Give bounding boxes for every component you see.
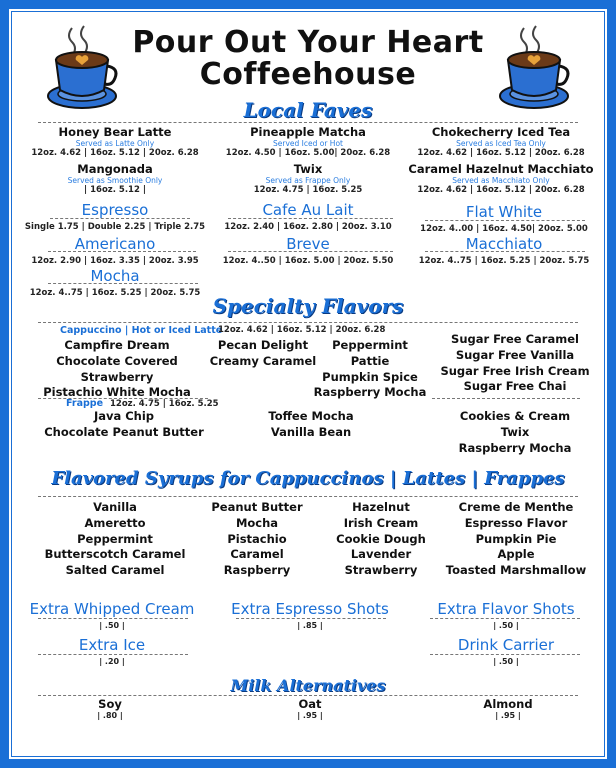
flavor-item: Cookies & Cream — [459, 409, 571, 423]
syrup-col-3 — [326, 500, 436, 579]
item-prices: 12oz. 4.62 | 16oz. 5.12 | 20oz. 6.28 — [31, 148, 199, 158]
menu-item — [20, 235, 210, 266]
flavor-item: Twix — [500, 424, 530, 439]
item-note: Served as Latte Only — [75, 139, 155, 148]
extra-name: Extra Ice — [78, 636, 146, 654]
extra-name: Drink Carrier — [457, 636, 555, 654]
divider — [38, 654, 188, 655]
flavor-item: Chocolate Covered Strawberry — [56, 353, 178, 384]
item-name: Cafe Au Lait — [262, 201, 354, 219]
flavor-item: Raspberry Mocha — [458, 440, 572, 455]
item-prices: 12oz. 4..50 | 16oz. 5.00 | 20oz. 5.50 — [222, 256, 394, 266]
section-specialty-flavors: Specialty Flavors — [212, 294, 404, 318]
specialty-col-3 — [312, 338, 428, 401]
extra-price: | .50 | — [493, 657, 519, 666]
flavor-item: Raspberry Mocha — [313, 385, 427, 400]
title-line-1: Pour Out Your Heart — [132, 25, 484, 60]
syrup-item: Mocha — [235, 515, 279, 530]
item-name: Macchiato — [465, 235, 543, 253]
divider — [38, 122, 578, 123]
flavor-item: Toffee Mocha — [268, 409, 354, 423]
menu-item — [210, 125, 406, 158]
item-prices: 12oz. 4..75 | 16oz. 5.25 | 20oz. 5.75 — [418, 256, 590, 266]
extra-item — [20, 636, 204, 666]
frappe-col-1 — [24, 409, 224, 441]
frappe-col-3 — [430, 409, 600, 456]
divider — [430, 654, 580, 655]
extra-price: | .50 | — [493, 621, 519, 630]
menu-item — [20, 201, 210, 232]
item-name: Caramel Hazelnut Macchiato — [408, 162, 594, 176]
syrup-item: Cookie Dough — [336, 531, 426, 546]
item-prices: | 16oz. 5.12 | — [84, 185, 146, 195]
milk-price: | .95 | — [495, 711, 521, 720]
milk-item — [230, 697, 390, 720]
syrup-item: Peanut Butter — [211, 500, 303, 514]
syrup-item: Creme de Menthe — [458, 500, 574, 514]
item-name: Pineapple Matcha — [250, 125, 366, 139]
menu-item — [406, 235, 602, 266]
item-name: Espresso — [81, 201, 149, 219]
item-prices: 12oz. 4.62 | 16oz. 5.12 | 20oz. 6.28 — [417, 185, 585, 195]
syrup-item: Pistachio — [227, 531, 287, 546]
item-prices: 12oz. 4..00 | 16oz. 4.50| 20oz. 5.00 — [420, 224, 588, 234]
extra-name: Extra Espresso Shots — [231, 600, 389, 618]
milk-name: Oat — [298, 697, 322, 711]
divider — [236, 618, 386, 619]
cappuccino-prices: 12oz. 4.62 | 16oz. 5.12 | 20oz. 6.28 — [218, 325, 386, 335]
menu-item — [406, 162, 596, 195]
frappe-col-2 — [236, 409, 386, 441]
flavor-item: Pecan Delight — [217, 338, 309, 352]
item-prices: 12oz. 4.75 | 16oz. 5.25 — [253, 185, 363, 195]
specialty-col-2 — [208, 338, 318, 370]
menu-item — [210, 201, 406, 232]
flavor-item: Sugar Free Caramel — [451, 332, 579, 346]
frappe-prices: 12oz. 4.75 | 16oz. 5.25 — [110, 399, 219, 409]
milk-price: | .80 | — [97, 711, 123, 720]
flavor-item: Creamy Caramel — [209, 353, 317, 368]
syrup-item: Vanilla — [93, 500, 137, 514]
milk-item — [30, 697, 190, 720]
menu-item — [210, 235, 406, 266]
syrup-item: Pumpkin Pie — [475, 531, 557, 546]
item-note: Served as Frappe Only — [265, 176, 351, 185]
syrup-item: Toasted Marshmallow — [445, 563, 587, 578]
divider — [38, 618, 188, 619]
syrup-item: Irish Cream — [343, 515, 419, 530]
menu-item — [20, 125, 210, 158]
item-prices: 12oz. 2.40 | 16oz. 2.80 | 20oz. 3.10 — [224, 222, 392, 232]
syrup-item: Raspberry — [223, 563, 291, 578]
item-name: Honey Bear Latte — [58, 125, 172, 139]
flavor-item: Sugar Free Vanilla — [455, 347, 575, 362]
extra-name: Extra Flavor Shots — [437, 600, 575, 618]
flavor-item: Chocolate Peanut Butter — [44, 424, 204, 439]
item-name: Mocha — [90, 267, 140, 285]
specialty-col-1 — [24, 338, 210, 401]
flavor-item: Pistachio White Mocha — [43, 385, 191, 400]
section-flavored-syrups: Flavored Syrups for Cappuccinos | Lattes | Frappes — [51, 468, 565, 489]
item-name: Twix — [293, 162, 323, 176]
menu-item — [406, 125, 596, 158]
item-note: Served Iced or Hot — [273, 139, 343, 148]
item-prices: 12oz. 2.90 | 16oz. 3.35 | 20oz. 3.95 — [31, 256, 199, 266]
item-prices: 12oz. 4..75 | 16oz. 5.25 | 20oz. 5.75 — [29, 288, 201, 298]
divider — [430, 618, 580, 619]
flavor-item: Sugar Free Chai — [463, 379, 567, 394]
flavor-item: Pumpkin Spice — [322, 369, 418, 384]
divider — [38, 496, 578, 497]
item-prices: 12oz. 4.50 | 16oz. 5.00| 20oz. 6.28 — [225, 148, 391, 158]
divider — [38, 695, 578, 696]
extra-price: | .85 | — [297, 621, 323, 630]
item-note: Served as Iced Tea Only — [456, 139, 546, 148]
flavor-item: Vanilla Bean — [270, 424, 352, 439]
syrup-col-1 — [30, 500, 200, 579]
syrup-col-2 — [204, 500, 310, 579]
item-name: Americano — [74, 235, 156, 253]
menu-item — [210, 162, 406, 195]
extra-item — [412, 636, 600, 666]
syrup-item: Peppermint — [77, 531, 153, 546]
syrup-item: Hazelnut — [352, 500, 410, 514]
section-local-faves: Local Faves — [243, 98, 373, 122]
item-prices: Single 1.75 | Double 2.25 | Triple 2.75 — [24, 222, 206, 232]
extra-price: | .20 | — [99, 657, 125, 666]
syrup-item: Ameretto — [84, 515, 146, 530]
extra-name: Extra Whipped Cream — [29, 600, 195, 618]
flavor-item: Sugar Free Irish Cream — [440, 363, 590, 378]
cappuccino-label: Cappuccino | Hot or Iced Latte — [60, 325, 223, 336]
syrup-item: Butterscotch Caramel — [44, 547, 186, 562]
menu-item — [406, 203, 602, 234]
item-name: Chokecherry Iced Tea — [431, 125, 571, 139]
syrup-item: Strawberry — [344, 563, 418, 578]
item-name: Flat White — [465, 203, 543, 221]
extra-item — [20, 600, 204, 630]
section-milk-alternatives: Milk Alternatives — [230, 676, 386, 695]
milk-name: Soy — [98, 697, 122, 711]
menu-item — [20, 162, 210, 195]
milk-price: | .95 | — [297, 711, 323, 720]
syrup-item: Caramel — [230, 547, 284, 562]
flavor-item: Java Chip — [93, 409, 155, 423]
item-name: Breve — [286, 235, 330, 253]
extra-price: | .50 | — [99, 621, 125, 630]
item-prices: 12oz. 4.62 | 16oz. 5.12 | 20oz. 6.28 — [417, 148, 585, 158]
flavor-item: Campfire Dream — [64, 338, 170, 352]
syrup-item: Lavender — [350, 547, 412, 562]
milk-item — [428, 697, 588, 720]
syrup-item: Espresso Flavor — [464, 515, 568, 530]
title-line-2: Coffeehouse — [199, 57, 417, 92]
item-name: Mangonada — [77, 162, 153, 176]
frappe-label: Frappe — [66, 398, 104, 409]
extra-item — [216, 600, 404, 630]
milk-name: Almond — [483, 697, 533, 711]
syrup-item: Apple — [497, 547, 535, 562]
divider — [38, 322, 578, 323]
specialty-col-4 — [430, 332, 600, 395]
syrup-col-4 — [434, 500, 598, 579]
syrup-item: Salted Caramel — [65, 563, 165, 578]
flavor-item: Peppermint Pattie — [332, 338, 408, 368]
extra-item — [412, 600, 600, 630]
item-note: Served as Macchiato Only — [452, 176, 550, 185]
item-note: Served as Smoothie Only — [67, 176, 163, 185]
divider — [432, 398, 580, 399]
